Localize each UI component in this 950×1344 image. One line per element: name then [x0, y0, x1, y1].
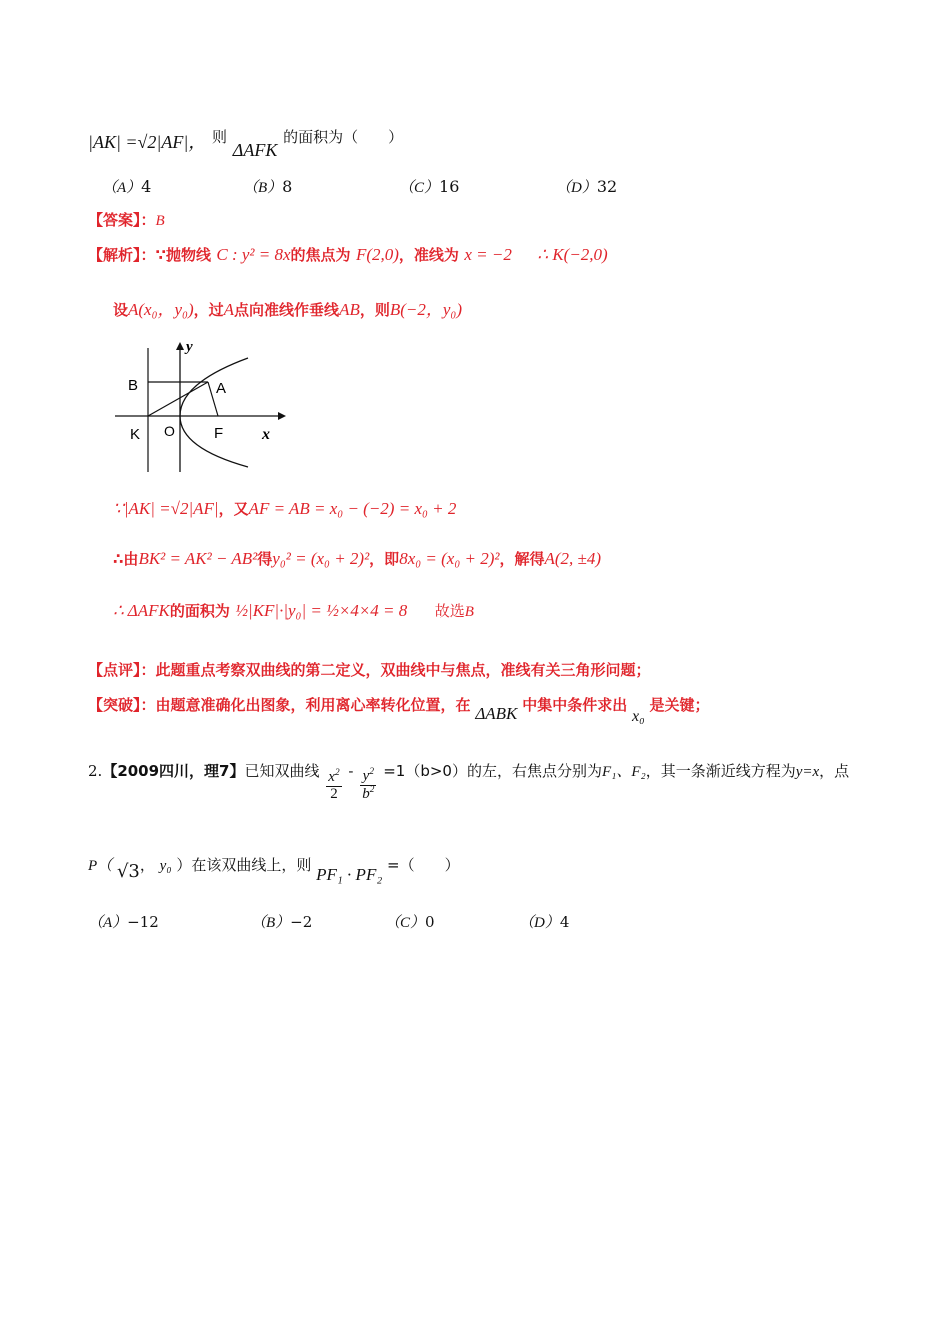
q2-option-b: （B）−2 — [251, 913, 313, 931]
comment-tag: 【点评】： — [88, 661, 156, 679]
q1-breakthrough: 【突破】：由题意准确化出图象，利用离心率转化位置，在 ΔABK 中集中条件求出 x₀ 是关键； — [88, 696, 710, 725]
dot-product: PF₁ · PF₂ — [316, 865, 383, 884]
q1-stem — [88, 126, 403, 161]
q2-stem-line2: P（ √3， y₀ ）在该双曲线上，则 PF₁ · PF₂ =（ ） — [88, 856, 460, 884]
label-b: B — [128, 377, 139, 394]
label-a: A — [216, 380, 227, 397]
q1-option-c: （C）16 — [399, 177, 460, 196]
q2-number: 2. — [88, 762, 103, 780]
segment-ka — [148, 382, 208, 416]
q2-source: 【2009四川，理7】 — [102, 762, 245, 780]
q1-answer — [88, 209, 165, 230]
q1-stem-suffix: 的面积为（ ） — [283, 128, 404, 146]
sqrt3: √3 — [116, 861, 140, 882]
q1-analysis-line2: 设A(x₀，y₀)，过A点向准线作垂线AB，则B(−2，y₀) — [113, 300, 462, 319]
breakthrough-tag: 【突破】： — [88, 696, 156, 714]
answer-tag: 【答案】： — [88, 211, 156, 229]
label-y: y — [186, 339, 193, 355]
q1-analysis-line3: ∵|AK| =√2|AF|，又AF = AB = x₀ − (−2) = x₀ + 2 — [113, 499, 457, 518]
label-f: F — [214, 425, 224, 442]
label-k: K — [130, 426, 141, 443]
q1-analysis-line1: 【解析】：∵抛物线 C : y² = 8x的焦点为 F(2,0)，准线为 x = −2 ∴ K(−2,0) — [88, 245, 608, 264]
label-o: O — [164, 423, 175, 439]
q1-option-a: （A）4 — [102, 177, 152, 196]
fraction-y2-over-b2: $\frac{y^2}{b^2}$ — [362, 767, 375, 802]
q2-option-a: （A）−12 — [88, 913, 159, 931]
q2-option-d: （D）4 — [519, 913, 570, 931]
q2-stem-line1: 2.【2009四川，理7】已知双曲线 $\frac{x^2}{2}$ - $\frac{y^2}{b^2}$ =1（b>0）的左，右焦点分别为F₁、F₂，其一条渐近线方程为y=x，点 — [88, 762, 850, 802]
q1-analysis-line5: ∴ ΔAFK的面积为 ½|KF|·|y₀| = ½×4×4 = 8 故选B — [113, 601, 474, 620]
q1-stem-condition: |AK| =√2|AF|， — [88, 132, 207, 152]
analysis-tag: 【解析】： — [88, 246, 156, 264]
area-formula: ½|KF|·|y₀| = ½×4×4 = 8 — [235, 601, 408, 620]
q1-option-b: （B）8 — [243, 177, 293, 196]
answer-value: B — [155, 213, 165, 229]
parabola-curve — [180, 358, 248, 467]
x-axis-arrow — [278, 412, 286, 420]
q1-comment: 【点评】：此题重点考察双曲线的第二定义，双曲线中与焦点，准线有关三角形问题； — [88, 661, 651, 679]
q1-stem-then: 则 — [212, 128, 228, 146]
q1-stem-triangle: ΔAFK — [232, 140, 278, 160]
label-x: x — [262, 426, 270, 443]
parabola-figure — [110, 338, 290, 473]
fraction-x2-over-2: $\frac{x^2}{2}$ — [328, 768, 340, 802]
q1-analysis-line4: ∴由BK² = AK² − AB²得y₀² = (x₀ + 2)²，即8x₀ = (x₀ + 2)²，解得A(2, ±4) — [113, 549, 602, 568]
q2-option-c: （C）0 — [385, 913, 435, 931]
q1-option-d: （D）32 — [556, 177, 618, 196]
y-axis-arrow — [176, 342, 184, 350]
